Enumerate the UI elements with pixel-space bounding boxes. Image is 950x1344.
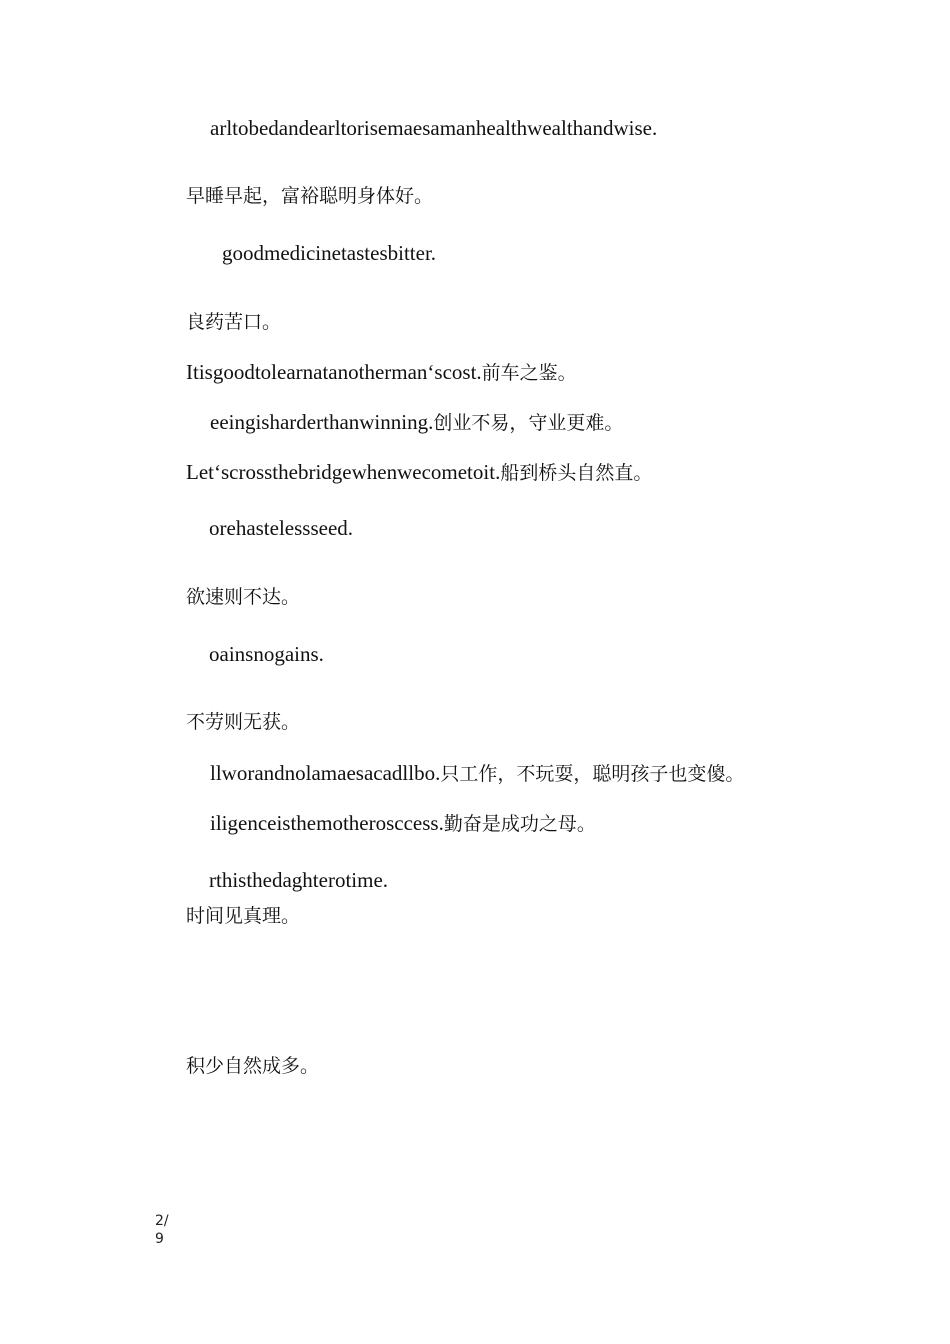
page-number-total: 9 [155, 1231, 164, 1247]
text-segment-en: Let‘scrossthebridgewhenwecometoit. [186, 460, 501, 484]
text-line-en: oainsnogains. [209, 642, 324, 666]
text-line-zh: 时间见真理。 [186, 905, 301, 927]
text-line-en: rthisthedaghterotime. [209, 868, 389, 892]
text-line-zh: 早睡早起，富裕聪明身体好。 [186, 185, 434, 207]
text-line-mixed [210, 763, 744, 784]
text-segment-zh: 船到桥头自然直。 [500, 462, 653, 484]
text-segment-en: eeingisharderthanwinning. [210, 410, 434, 434]
text-line-zh: 不劳则无获。 [186, 711, 301, 733]
text-segment-en: Itisgoodtolearnatanotherman‘scost. [186, 360, 482, 384]
text-segment-zh: 创业不易，守业更难。 [433, 412, 624, 434]
text-segment-zh: 勤奋是成功之母。 [443, 813, 596, 835]
text-line-zh: 积少自然成多。 [186, 1055, 320, 1077]
text-line-en: goodmedicinetastesbitter. [222, 241, 437, 265]
text-line-en: arltobedandearltorisemaesamanhealthwealthandwise. [210, 116, 658, 140]
text-line-en: orehastelessseed. [209, 516, 354, 540]
text-segment-zh: 只工作，不玩耍，聪明孩子也变傻。 [440, 763, 745, 785]
text-line-mixed [210, 412, 623, 433]
page-number-current: 2/ [155, 1213, 169, 1229]
text-segment-en: iligenceisthemotherosccess. [210, 811, 444, 835]
text-line-mixed [186, 362, 577, 383]
text-line-mixed [210, 813, 596, 834]
text-segment-zh: 前车之鉴。 [481, 362, 577, 384]
text-segment-en: llworandnolamaesacadllbo. [210, 761, 441, 785]
text-line-zh: 良药苦口。 [186, 311, 282, 333]
text-line-zh: 欲速则不达。 [186, 586, 301, 608]
text-line-mixed [186, 462, 652, 483]
page-number [155, 1212, 169, 1248]
